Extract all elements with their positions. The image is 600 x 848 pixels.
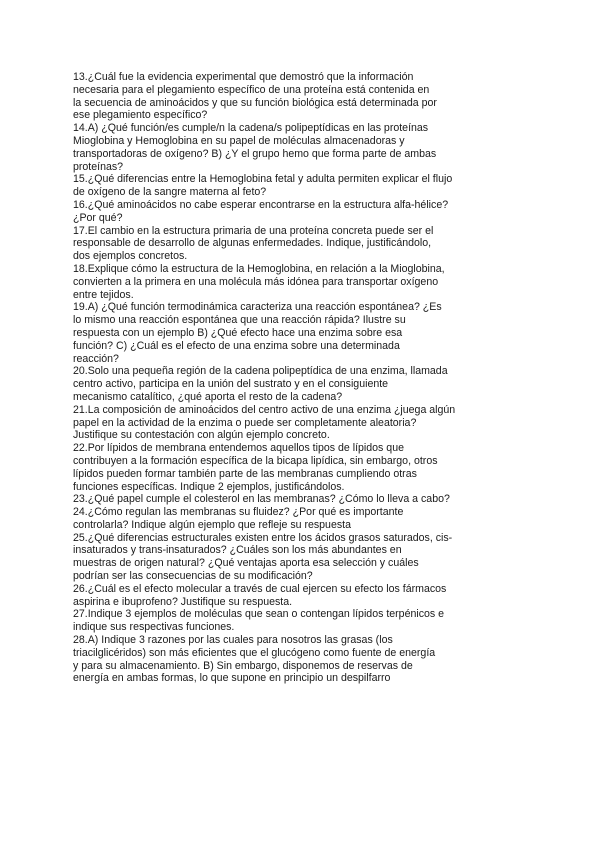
text-line: papel en la actividad de la enzima o puede ser completamente aleatoria? — [73, 416, 417, 429]
text-line: indique sus respectivas funciones. — [73, 621, 235, 634]
text-line: responsable de desarrollo de algunas enfermedades. Indique, justificándolo, — [73, 237, 432, 250]
text-line: entre tejidos. — [73, 288, 134, 301]
text-line: 15.¿Qué diferencias entre la Hemoglobina fetal y adulta permiten explicar el flujo — [73, 173, 453, 186]
text-line: centro activo, participa en la unión del sustrato y en el consiguiente — [73, 378, 389, 391]
text-line: respuesta con un ejemplo B) ¿Qué efecto hace una enzima sobre esa — [73, 326, 403, 339]
text-line: de oxígeno de la sangre materna al feto? — [73, 186, 267, 199]
text-line: ¿Por qué? — [73, 211, 123, 224]
text-line: lípidos pueden formar también parte de las membranas cumpliendo otras — [73, 467, 417, 480]
text-line: muestras de origen natural? ¿Qué ventajas aporta esa selección y cuáles — [73, 557, 419, 570]
text-line: 24.¿Cómo regulan las membranas su fluidez? ¿Por qué es importante — [73, 506, 404, 519]
text-line: aspirina e ibuprofeno? Justifique su respuesta. — [73, 595, 293, 608]
text-line: reacción? — [73, 352, 119, 365]
text-line: 23.¿Qué papel cumple el colesterol en las membranas? ¿Cómo lo lleva a cabo? — [73, 493, 450, 506]
text-line: y para su almacenamiento. B) Sin embargo, disponemos de reservas de — [73, 659, 413, 672]
text-line: contribuyen a la formación específica de la bicapa lipídica, sin embargo, otros — [73, 454, 438, 467]
text-line: función? C) ¿Cuál es el efecto de una enzima sobre una determinada — [73, 339, 400, 352]
text-line: Mioglobina y Hemoglobina en su papel de moléculas almacenadoras y — [73, 134, 405, 147]
text-line: 26.¿Cuál es el efecto molecular a través de cual ejercen su efecto los fármacos — [73, 582, 447, 595]
text-line: energía en ambas formas, lo que supone en principio un despilfarro — [73, 672, 391, 685]
text-line: 25.¿Qué diferencias estructurales existen entre los ácidos grasos saturados, cis- — [73, 531, 453, 544]
text-line: transportadoras de oxígeno? B) ¿Y el grupo hemo que forma parte de ambas — [73, 147, 437, 160]
text-line: 28.A) Indique 3 razones por las cuales para nosotros las grasas (los — [73, 634, 393, 647]
text-line: la secuencia de aminoácidos y que su función biológica está determinada por — [73, 96, 437, 109]
text-line: lo mismo una reacción espontánea que una reacción rápida? Ilustre su — [73, 314, 406, 327]
question-list — [73, 71, 533, 685]
text-line: 16.¿Qué aminoácidos no cabe esperar encontrarse en la estructura alfa-hélice? — [73, 198, 449, 211]
text-line: 14.A) ¿Qué función/es cumple/n la cadena/s polipeptídicas en las proteínas — [73, 122, 429, 135]
text-line: 21.La composición de aminoácidos del centro activo de una enzima ¿juega algún — [73, 403, 456, 416]
text-line: mecanismo catalítico, ¿qué aporta el resto de la cadena? — [73, 390, 343, 403]
text-line: 13.¿Cuál fue la evidencia experimental que demostró que la información — [73, 71, 414, 83]
text-line: podrían ser las consecuencias de su modificación? — [73, 570, 313, 583]
text-line: 20.Solo una pequeña región de la cadena polipeptídica de una enzima, llamada — [73, 365, 448, 378]
text-line: Justifique su contestación con algún ejemplo concreto. — [73, 429, 330, 442]
text-line: triacilglicéridos) son más eficientes que el glucógeno como fuente de energía — [73, 646, 436, 659]
text-line: 27.Indique 3 ejemplos de moléculas que sean o contengan lípidos terpénicos e — [73, 608, 445, 621]
text-line: ese plegamiento específico? — [73, 109, 208, 122]
text-line: 22.Por lípidos de membrana entendemos aquellos tipos de lípidos que — [73, 442, 404, 455]
text-line: proteínas? — [73, 160, 124, 173]
text-line: insaturados y trans-insaturados? ¿Cuáles son los más abundantes en — [73, 544, 402, 557]
text-line: convierten a la primera en una molécula más idónea para transportar oxígeno — [73, 275, 439, 288]
text-line: funciones específicas. Indique 2 ejemplos, justificándolos. — [73, 480, 345, 493]
text-line: 18.Explique cómo la estructura de la Hemoglobina, en relación a la Mioglobina, — [73, 262, 445, 275]
text-line: necesaria para el plegamiento específico de una proteína está contenida en — [73, 83, 430, 96]
text-line: 17.El cambio en la estructura primaria de una proteína concreta puede ser el — [73, 224, 434, 237]
text-line: 19.A) ¿Qué función termodinámica caracteriza una reacción espontánea? ¿Es — [73, 301, 442, 314]
text-line: controlarla? Indique algún ejemplo que refleje su respuesta — [73, 518, 351, 531]
text-line: dos ejemplos concretos. — [73, 250, 188, 263]
